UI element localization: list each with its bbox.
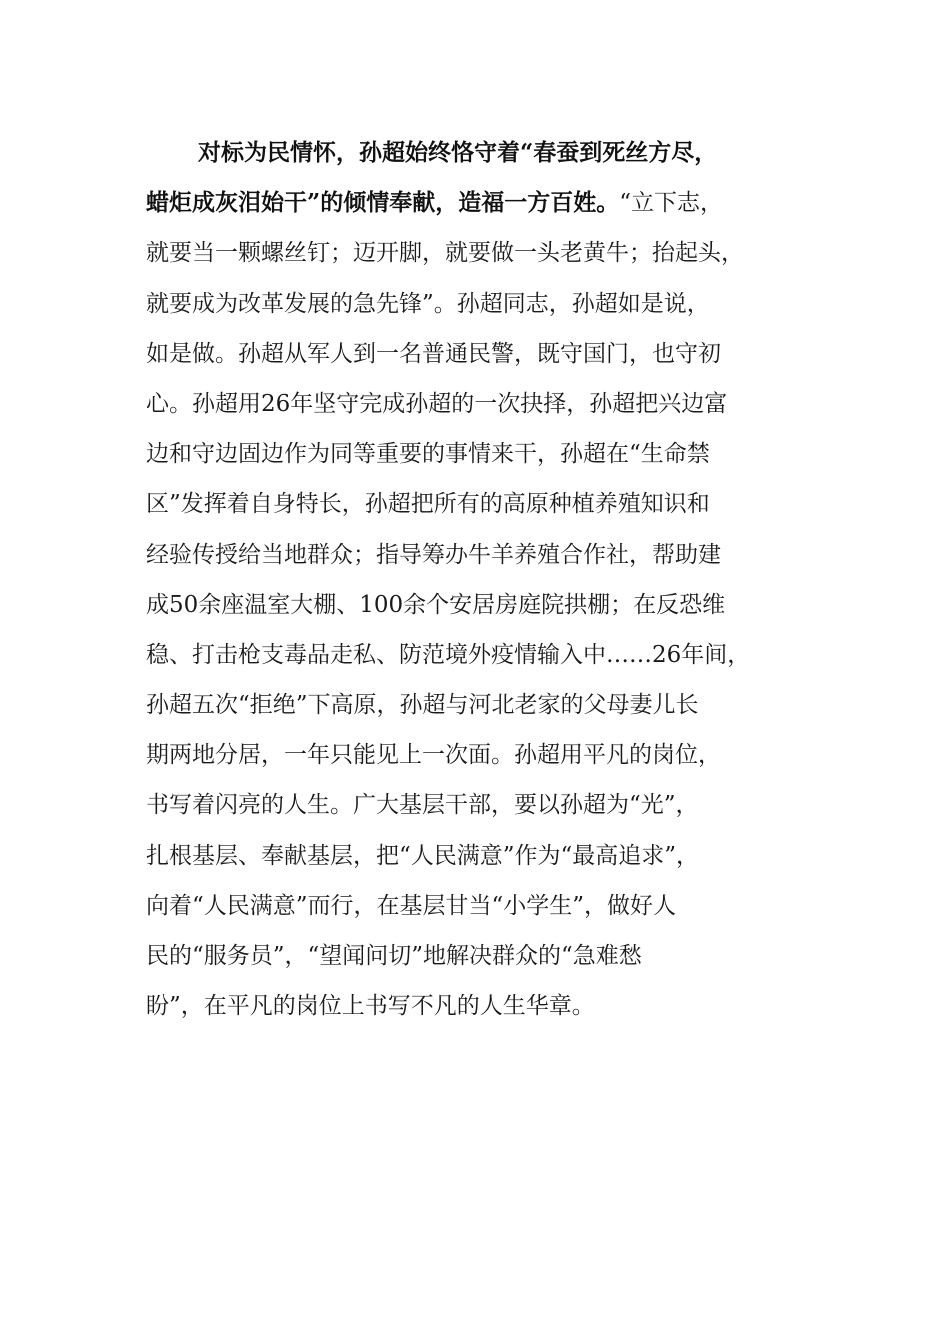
paragraph-line [146, 279, 806, 329]
line-text: 经验传授给当地群众；指导筹办牛羊养殖合作社，帮助建 [146, 541, 721, 568]
paragraph-line [146, 228, 806, 278]
paragraph-line [146, 680, 806, 730]
paragraph-line [146, 780, 806, 830]
paragraph-line [146, 530, 806, 580]
paragraph-line [146, 981, 806, 1031]
line-text: 盼”，在平凡的岗位上书写不凡的人生华章。 [146, 993, 595, 1020]
line-text: 向着“人民满意”而行，在基层甘当“小学生”，做好人 [146, 892, 677, 919]
line-text: 成50余座温室大棚、100余个安居房庭院拱棚；在反恐维 [146, 591, 726, 618]
paragraph-line [146, 128, 806, 178]
line-text: 期两地分居，一年只能见上一次面。孙超用平凡的岗位， [146, 742, 721, 769]
paragraph-line [146, 479, 806, 529]
line-text: 如是做。孙超从军人到一名普通民警，既守国门，也守初 [146, 340, 721, 367]
line-text: 稳、打击枪支毒品走私、防范境外疫情输入中……26年间， [146, 641, 751, 668]
paragraph-line [146, 881, 806, 931]
line-text: 扎根基层、奉献基层，把“人民满意”作为“最高追求”， [146, 842, 700, 869]
paragraph-line [146, 329, 806, 379]
paragraph-line [146, 429, 806, 479]
paragraph-line [146, 831, 806, 881]
paragraph-line [146, 379, 806, 429]
paragraph-line [146, 178, 806, 228]
bold-text: 蜡炬成灰泪始干”的倾情奉献，造福一方百姓。 [146, 189, 620, 217]
line-text: 边和守边固边作为同等重要的事情来干，孙超在“生命禁 [146, 441, 710, 468]
line-text: 心。孙超用26年坚守完成孙超的一次抉择，孙超把兴边富 [146, 390, 728, 417]
line-text: 书写着闪亮的人生。广大基层干部，要以孙超为“光”， [146, 792, 699, 819]
body-paragraph [146, 128, 806, 1031]
line-text: 孙超五次“拒绝”下高原，孙超与河北老家的父母妻儿长 [146, 692, 699, 719]
paragraph-line [146, 630, 806, 680]
line-text: 民的“服务员”，“望闻问切”地解决群众的“急难愁 [146, 943, 642, 969]
line-text: 区”发挥着自身特长，孙超把所有的高原种植养殖知识和 [146, 491, 710, 518]
line-text: 就要成为改革发展的急先锋”。孙超同志，孙超如是说， [146, 290, 710, 317]
paragraph-line [146, 580, 806, 630]
paragraph-line [146, 730, 806, 780]
bold-text: 对标为民情怀，孙超始终恪守着“春蚕到死丝方尽， [198, 139, 718, 166]
line-text: 就要当一颗螺丝钉；迈开脚，就要做一头老黄牛；抬起头， [146, 240, 744, 267]
line-text: “立下志， [619, 190, 723, 217]
paragraph-line [146, 931, 806, 981]
